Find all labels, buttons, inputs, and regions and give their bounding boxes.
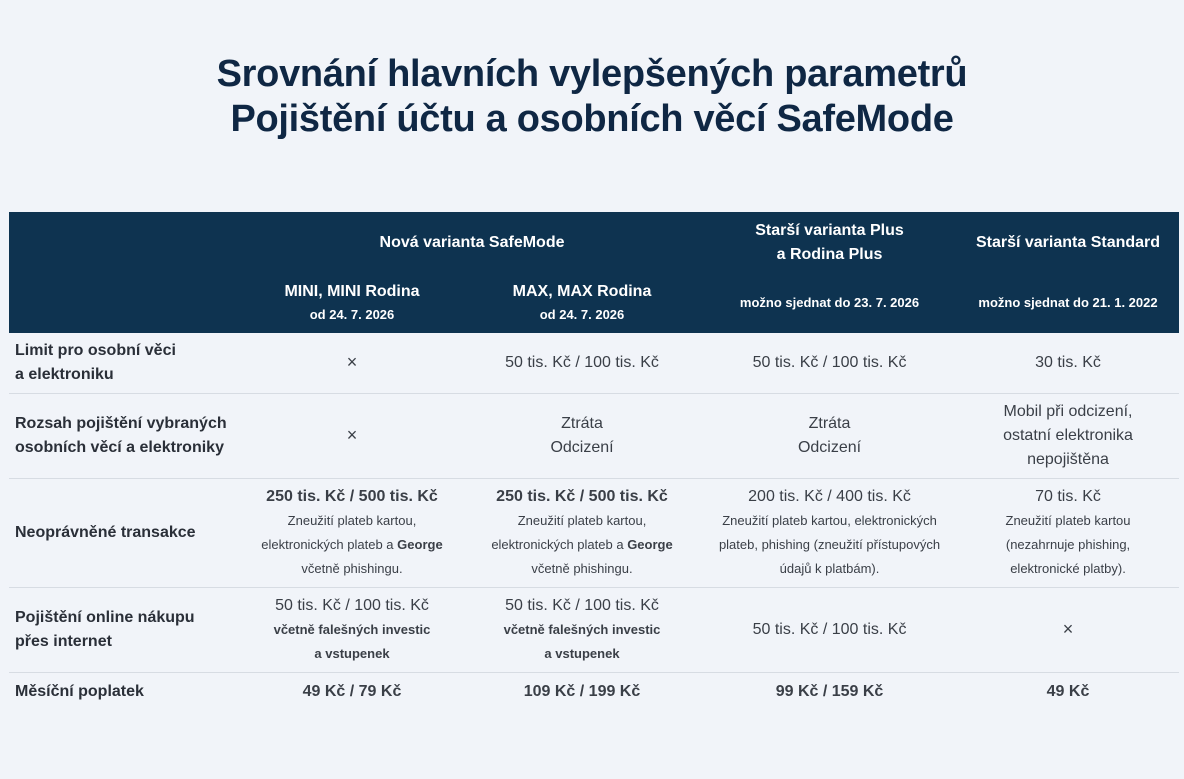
cell-poplatek-mini: 49 Kč / 79 Kč xyxy=(302,683,402,700)
cell-online-mini xyxy=(242,588,462,673)
cell-note: včetně phishingu. xyxy=(301,561,403,576)
max-name: MAX, MAX Rodina xyxy=(512,283,652,300)
title-line-1: Srovnání hlavních vylepšených parametrů xyxy=(216,53,968,95)
cell-limit-mini xyxy=(242,333,462,394)
table-row-poplatek xyxy=(9,673,1179,712)
row-label-rozsah xyxy=(9,394,242,479)
cell-note: včetně phishingu. xyxy=(531,561,633,576)
george-label: George xyxy=(397,537,443,552)
header-row-groups xyxy=(9,212,1179,273)
header-empty-cell-2 xyxy=(9,273,242,333)
mini-date: od 24. 7. 2026 xyxy=(309,307,395,322)
cell-note: Zneužití plateb kartou, xyxy=(517,513,647,528)
cell-note: elektronické platby). xyxy=(1010,561,1126,576)
cell-poplatek-max: 109 Kč / 199 Kč xyxy=(523,683,641,700)
row-label-limit xyxy=(9,333,242,394)
cell-note-text: elektronických plateb a xyxy=(261,537,394,552)
cell-note: údajů k platbám). xyxy=(779,561,880,576)
cell-value: 50 tis. Kč / 100 tis. Kč xyxy=(505,597,659,614)
cell-online-plus: 50 tis. Kč / 100 tis. Kč xyxy=(702,588,957,673)
cell-value: 250 tis. Kč / 500 tis. Kč xyxy=(496,488,668,505)
table-row-rozsah xyxy=(9,394,1179,479)
cross-icon: × xyxy=(346,352,358,372)
cell-note: včetně falešných investic xyxy=(273,622,431,637)
george-label: George xyxy=(627,537,673,552)
header-row-variants xyxy=(9,273,1179,333)
cell-rozsah-max xyxy=(462,394,702,479)
max-date: od 24. 7. 2026 xyxy=(539,307,625,322)
standard-date: možno sjednat do 21. 1. 2022 xyxy=(978,295,1158,310)
header-max xyxy=(462,273,702,333)
cell-transakce-max xyxy=(462,479,702,588)
header-plus-line-2: a Rodina Plus xyxy=(776,245,883,263)
cell-line: Odcizení xyxy=(797,439,862,456)
cell-transakce-standard xyxy=(957,479,1179,588)
cell-limit-max: 50 tis. Kč / 100 tis. Kč xyxy=(462,333,702,394)
cell-line: ostatní elektronika xyxy=(1003,427,1133,444)
cell-transakce-plus xyxy=(702,479,957,588)
cell-transakce-mini xyxy=(242,479,462,588)
plus-date: možno sjednat do 23. 7. 2026 xyxy=(739,295,920,310)
cell-note-text: elektronických plateb a xyxy=(491,537,624,552)
cell-line: Ztráta xyxy=(561,415,603,432)
label-line: osobních věcí a elektroniky xyxy=(15,439,224,456)
cell-note: Zneužití plateb kartou, xyxy=(287,513,417,528)
title-line-2: Pojištění účtu a osobních věcí SafeMode xyxy=(230,98,954,140)
cell-note: Zneužití plateb kartou, elektronických xyxy=(722,513,937,528)
mini-name: MINI, MINI Rodina xyxy=(284,283,420,300)
cell-note: (nezahrnuje phishing, xyxy=(1005,537,1131,552)
cell-value: 200 tis. Kč / 400 tis. Kč xyxy=(748,488,911,505)
header-standard-varianta: Starší varianta Standard xyxy=(957,212,1179,273)
cross-icon: × xyxy=(1062,619,1074,639)
cell-poplatek-standard: 49 Kč xyxy=(1046,683,1090,700)
comparison-table xyxy=(9,212,1179,711)
header-plus-line-1: Starší varianta Plus xyxy=(755,221,904,239)
cell-note xyxy=(248,533,456,557)
cell-note: a vstupenek xyxy=(544,646,620,661)
cell-online-standard xyxy=(957,588,1179,673)
page-title xyxy=(0,52,1184,142)
cell-line: Odcizení xyxy=(550,439,614,456)
cell-value: 250 tis. Kč / 500 tis. Kč xyxy=(266,488,438,505)
header-mini xyxy=(242,273,462,333)
label-line: Pojištění online nákupu xyxy=(15,609,195,626)
header-plus-varianta xyxy=(702,212,957,273)
row-label-transakce: Neoprávněné transakce xyxy=(9,479,242,588)
cell-rozsah-standard xyxy=(957,394,1179,479)
label-line: přes internet xyxy=(15,633,112,650)
table-row-limit xyxy=(9,333,1179,394)
row-label-online xyxy=(9,588,242,673)
cell-line: Ztráta xyxy=(808,415,851,432)
table-row-online xyxy=(9,588,1179,673)
cell-value: 70 tis. Kč xyxy=(1035,488,1101,505)
label-line: a elektroniku xyxy=(15,366,114,383)
cell-rozsah-mini xyxy=(242,394,462,479)
header-standard-date xyxy=(957,273,1179,333)
cell-note: včetně falešných investic xyxy=(503,622,661,637)
header-plus-date xyxy=(702,273,957,333)
cell-poplatek-plus: 99 Kč / 159 Kč xyxy=(775,683,884,700)
table-row-transakce xyxy=(9,479,1179,588)
cell-line: nepojištěna xyxy=(1027,451,1109,468)
cell-value: 50 tis. Kč / 100 tis. Kč xyxy=(275,597,429,614)
label-line: Limit pro osobní věci xyxy=(15,342,176,359)
label-line: Rozsah pojištění vybraných xyxy=(15,415,227,432)
cell-limit-plus: 50 tis. Kč / 100 tis. Kč xyxy=(702,333,957,394)
cell-online-max xyxy=(462,588,702,673)
cell-note: plateb, phishing (zneužití přístupových xyxy=(718,537,941,552)
header-empty-cell xyxy=(9,212,242,273)
cell-line: Mobil při odcizení, xyxy=(1003,403,1133,420)
cell-limit-standard: 30 tis. Kč xyxy=(957,333,1179,394)
cell-note: Zneužití plateb kartou xyxy=(1005,513,1131,528)
cell-note: a vstupenek xyxy=(314,646,390,661)
cell-note xyxy=(468,533,696,557)
cell-rozsah-plus xyxy=(702,394,957,479)
row-label-poplatek: Měsíční poplatek xyxy=(15,683,144,700)
header-nova-varianta: Nová varianta SafeMode xyxy=(242,212,702,273)
cross-icon: × xyxy=(346,425,358,445)
